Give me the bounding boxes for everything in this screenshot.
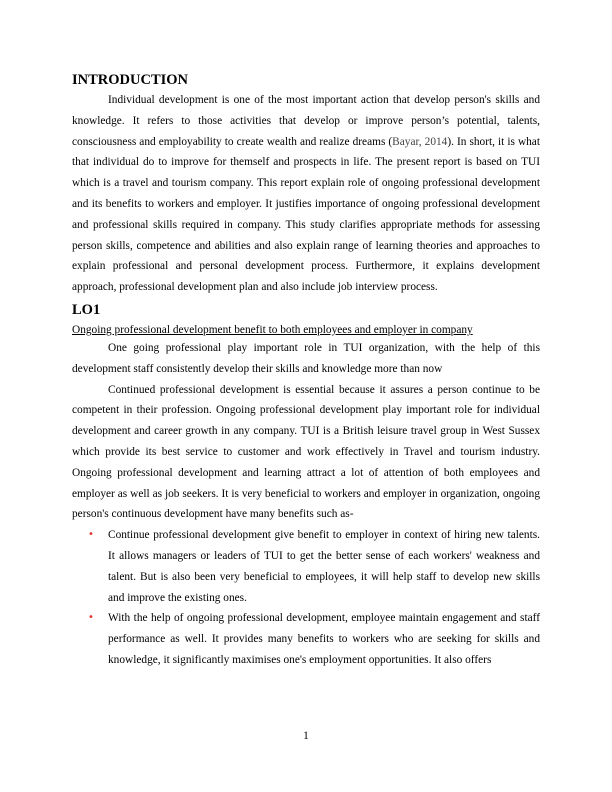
lo1-paragraph-1: One going professional play important role in TUI organization, with the help of this development staff consistently develop their skills and knowledge more than now (72, 341, 540, 375)
lo1-subheading: Ongoing professional development benefit to both employees and employer in company (72, 323, 473, 336)
benefits-bullet-list (72, 525, 540, 671)
lo1-heading: LO1 (72, 301, 101, 318)
introduction-heading: INTRODUCTION (72, 72, 189, 88)
bullet-item-1 (72, 525, 540, 608)
bullet-icon: • (88, 612, 94, 624)
document-page (72, 70, 540, 671)
introduction-paragraph (72, 90, 540, 298)
bullet-text-1: Continue professional development give benefit to employer in context of hiring new talents. It allows managers or leaders of TUI to get the better sense of each workers' weakness and talent. But is also been very beneficial to employees, it will help staff to develop new skills and improve the existing ones. (108, 529, 540, 604)
intro-text-before-citation: Individual development is one of the most important action that develop person's skills and knowledge. It refers to those activities that develop or improve person’s potential, talents, consciousness and employability to create wealth and realize dreams ( (72, 94, 540, 148)
intro-text-after-citation: ). In short, it is what that individual do to improve for themself and prospects in life. The present report is based on TUI which is a travel and tourism company. This report explain role of ongoing professional development and its benefits to workers and employer. It justifies importance of ongoing professional development and professional skills required in company. This study clarifies appropriate methods for assessing person skills, competence and abilities and also explain range of learning theories and approaches to explain professional and personal development process. Furthermore, it explains development approach, professional development plan and also include job interview process. (72, 135, 540, 294)
bullet-item-2 (72, 608, 540, 670)
bullet-text-2: With the help of ongoing professional development, employee maintain engagement and staff performance as well. It provides many benefits to workers who are seeking for skills and knowledge, it significantly maximises one's employment opportunities. It also offers (108, 612, 540, 666)
intro-citation: Bayar, 2014 (392, 135, 448, 148)
bullet-icon: • (88, 529, 94, 541)
lo1-paragraph-2: Continued professional development is essential because it assures a person continue to be competent in their profession. Ongoing professional development play important role for individual development and career growth in any company. TUI is a British leisure travel group in West Sussex which provide its best service to customer and work effectively in Travel and tourism industry. Ongoing professional development and learning attract a lot of attention of both employees and employer as well as job seekers. It is very beneficial to workers and employer in organization, ongoing person's continuous development have many benefits such as- (72, 383, 540, 521)
page-number: 1 (303, 730, 309, 742)
